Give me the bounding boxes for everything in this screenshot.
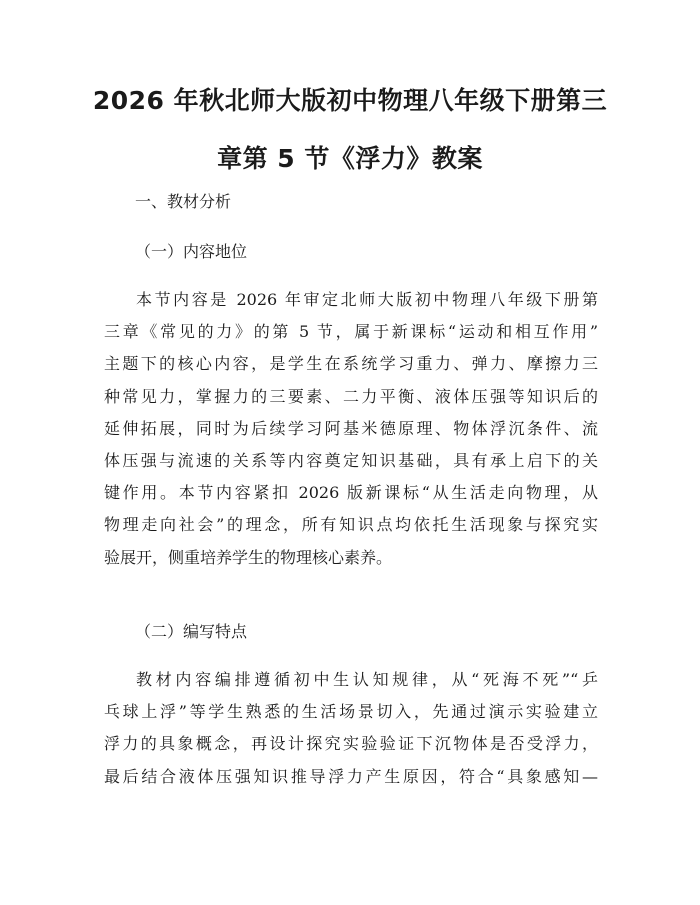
paragraph-line: 浮力的具象概念，再设计探究实验验证下沉物体是否受浮力，: [104, 734, 598, 754]
paragraph-line: 物理走向社会”的理念，所有知识点均依托生活现象与探究实: [104, 515, 598, 535]
paragraph-line: 种常见力，掌握力的三要素、二力平衡、液体压强等知识后的: [104, 386, 598, 406]
subsection-heading-content-position: （一）内容地位: [135, 242, 248, 261]
paragraph-line: 延伸拓展，同时为后续学习阿基米德原理、物体浮沉条件、流: [104, 418, 598, 438]
document-title: [70, 72, 630, 188]
paragraph-line: 主题下的核心内容，是学生在系统学习重力、弹力、摩擦力三: [104, 354, 598, 374]
paragraph-content-position: [104, 284, 598, 574]
title-line-1: 2026 年秋北师大版初中物理八年级下册第三: [92, 86, 608, 115]
paragraph-line: 体压强与流速的关系等内容奠定知识基础，具有承上启下的关: [104, 451, 598, 471]
paragraph-writing-features: [104, 664, 598, 793]
paragraph-line: 教材内容编排遵循初中生认知规律，从“死海不死”“乒: [136, 670, 598, 689]
paragraph-line: 乓球上浮”等学生熟悉的生活场景切入，先通过演示实验建立: [104, 702, 598, 722]
paragraph-line: 最后结合液体压强知识推导浮力产生原因，符合“具象感知—: [104, 766, 598, 786]
paragraph-line: 验展开，侧重培养学生的物理核心素养。: [104, 547, 393, 567]
subsection-heading-writing-features: （二）编写特点: [135, 622, 248, 641]
section-heading-teaching-material-analysis: 一、教材分析: [135, 192, 232, 211]
title-line-2: 章第 5 节《浮力》教案: [217, 144, 483, 173]
paragraph-line: 键作用。本节内容紧扣 2026 版新课标“从生活走向物理，从: [104, 483, 598, 503]
paragraph-line: 本节内容是 2026 年审定北师大版初中物理八年级下册第: [136, 290, 598, 309]
paragraph-line: 三章《常见的力》的第 5 节，属于新课标“运动和相互作用”: [104, 322, 598, 342]
